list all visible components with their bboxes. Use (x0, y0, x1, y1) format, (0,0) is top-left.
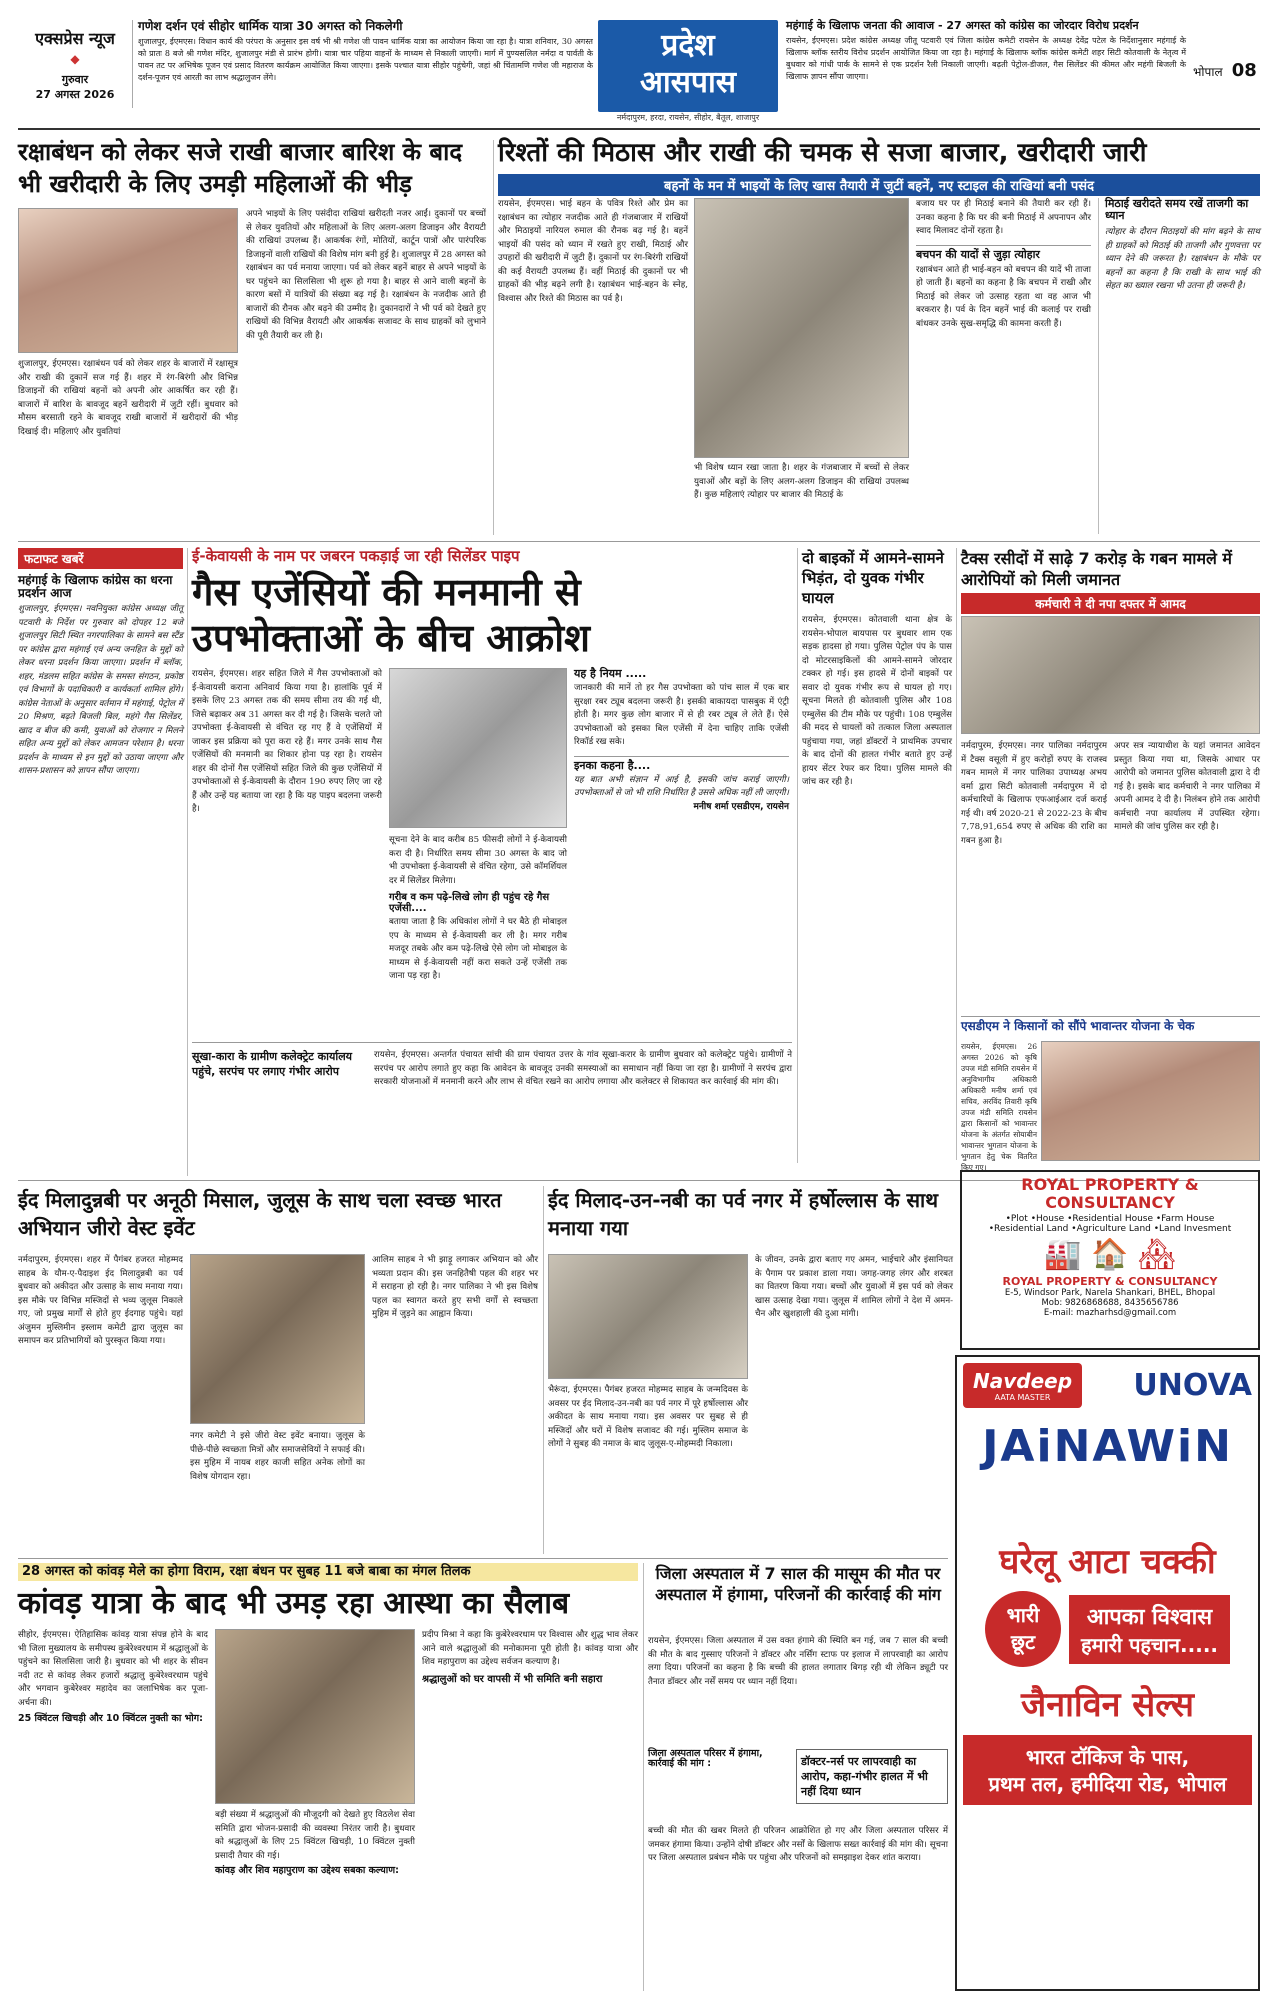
story-gas-agencies-col1: रायसेन, ईएमएस। शहर सहित जिले में गैस उपभोक्ताओं को ई-केवायसी कराना अनिवार्य किया गया है। हालांकि पूर्व में इसके लिए 23 अगस्त तक की समय सीमा तय की गई थी, जिसे बढ़ाकर अब 31 अगस्त कर दी गई है। जिसके चलते जो उपभोक्ता ई-केवायसी से वंचित रह गए हैं वे एजेंसियों में जाकर इस प्रक्रिया को पूरा करा रहे हैं। मगर उनके साथ गैस एजेंसियों की मनमानी का शिकार होना पड़ रहा है। रायसेन शहर की दोनों गैस एजेंसियों सहित जिले की कुछ एजेंसियों में उपभोक्ताओं से ई-केवायसी के दौरान 190 रुपए लिए जा रहे हैं और उन्हें यह बताया जा रहा है कि यह पाइप बदलना जरूरी है। (192, 669, 382, 814)
story-bhavantar-cheques (961, 1016, 1260, 1172)
brief-title: महंगाई के खिलाफ कांग्रेस का धरना प्रदर्शन आज (18, 573, 173, 601)
story-gas-agencies (192, 548, 792, 1036)
story-eid-zero-waste-col3: नगर कमेटी ने इसे जीरो वेस्ट इवेंट बनाया। जुलूस के पीछे-पीछे स्वच्छता मित्रों और समाजसेवियों ने सफाई की। इस मुहिम में नायब शहर काजी सहित अनेक लोगों का विशेष योगदान रहा। (190, 1431, 365, 1482)
story-gas-agencies-kicker: ई-केवायसी के नाम पर जबरन पकड़ाई जा रही सिलेंडर पाइप (192, 547, 520, 565)
story-gas-agencies-headline: गैस एजेंसियों की मनमानी से उपभोक्ताओं के बीच आक्रोश (192, 569, 590, 660)
story-eid-milad-col2: के जीवन, उनके द्वारा बताए गए अमन, भाईचारे और इंसानियत के पैगाम पर प्रकाश डाला गया। जगह-जगह लंगर और शरबत का वितरण किया गया। बच्चों और युवाओं में इस पर्व को लेकर खास उत्साह देखा गया। जुलूस में शामिल लोगों ने देश में अमन-चैन और खुशहाली की दुआ मांगी। (755, 1255, 953, 1319)
story-hospital-col1: रायसेन, ईएमएस। जिला अस्पताल में उस वक्त हंगामे की स्थिति बन गई, जब 7 साल की बच्ची की मौत के बाद गुस्साए परिजनों ने डॉक्टर और नर्सिंग स्टाफ पर इलाज में लापरवाही का आरोप लगा दिया। परिजनों का कहना है कि बच्ची की हालत लगातार बिगड़ रही थी लेकिन ड्यूटी पर तैनात डॉक्टर और नर्सें समय पर ध्यान नहीं दिया। (648, 1636, 948, 1687)
row-divider (18, 541, 1260, 542)
story-bike-accident-headline: दो बाइकों में आमने-सामने भिड़ंत, दो युवक गंभीर घायल (802, 549, 944, 607)
masthead-rule (18, 128, 1260, 130)
story-kanwar-photo (215, 1629, 415, 1804)
story-eid-milad-col1: भैरूंदा, ईएमएस। पैगंबर हजरत मोहम्मद साहब के जन्मदिवस के अवसर पर ईद मिलाद-उन-नबी का पर्व नगर में पूरे हर्षोल्लास और अकीदत के साथ मनाया गया। इस अवसर पर सुबह से ही मस्जिदों और घरों में विशेष सजावट की गई। मुस्लिम समाज के लोगों ने सुबह की नमाज के बाद जुलूस-ए-मोहम्मदी निकाला। (548, 1385, 748, 1449)
brand-block (18, 20, 133, 108)
story-rishton-mithas-subhead: बहनों के मन में भाइयों के लिए खास तैयारी में जुटीं बहनें, नए स्टाइल की राखियां बनी पसंद (498, 174, 1260, 196)
city-name: भोपाल (1193, 65, 1223, 79)
story-kanwar-col2: प्रदीप मिश्रा ने कहा कि कुबेरेश्वरधाम पर विश्वास और शुद्ध भाव लेकर आने वाले श्रद्धालुओं की मनोकामना पूरी होती है। कांवड़ यात्रा और शिव महापुराण का उद्देश्य सर्वजन कल्याण है। (422, 1630, 638, 1667)
left-top-brief-title: गणेश दर्शन एवं सीहोर धार्मिक यात्रा 30 अगस्त को निकलेगी (138, 19, 403, 33)
story-gas-agencies-col2: सूचना देने के बाद करीब 85 फीसदी लोगों ने ई-केवायसी करा दी है। निर्धारित समय सीमा 30 अगस्त के बाद जो भी उपभोक्ता ई-केवायसी से वंचित रहेगा, उसे कॉमर्शियल दर में सिलेंडर मिलेगा। (389, 835, 567, 886)
ad-address1: भारत टॉकिज के पास, (1025, 1744, 1190, 1769)
issue-date: 27 अगस्त 2026 (35, 87, 115, 101)
ad-navdeep-sub: AATA MASTER (994, 1393, 1051, 1402)
ad-jainawin-title: घरेलू आटा चक्की (999, 1542, 1216, 1582)
ad-navdeep-logo (963, 1363, 1082, 1408)
story-kanwar-sub3: कांवड़ और शिव महापुराण का उद्देश्य सबका कल्याण: (215, 1865, 399, 1876)
ad-royal-address: E-5, Windsor Park, Narela Shankari, BHEL, Bhopal (1004, 1288, 1216, 1299)
story-gas-agencies-sub1-text: बताया जाता है कि अधिकांश लोगों ने घर बैठे ही मोबाइल एप के माध्यम से ई-केवायसी कर ली है। मगर गरीब मजदूर तबके और कम पढ़े-लिखे ऐसे लोग जो मोबाइल के माध्यम से ई-केवायसी नहीं करा सकते उन्हें एजेंसी तक जाना पड़ रहा है। (389, 917, 567, 981)
story-rishton-mithas-col2: भी विशेष ध्यान रखा जाता है। शहर के गंजबाजार में बच्चों से लेकर युवाओं और बड़ों के लिए अलग-अलग डिजाइन की राखियां उपलब्ध हैं। कुछ महिलाएं त्योहार पर बाजार की मिठाई के (694, 463, 909, 500)
brief-tag: फटाफट खबरें (18, 548, 183, 569)
col-divider (956, 548, 957, 1160)
story-sukha-kara (192, 1042, 792, 1162)
row-divider (18, 1558, 948, 1559)
ad-tagline2: हमारी पहचान..... (1080, 1632, 1219, 1657)
section-banner (598, 20, 778, 112)
sweets-sidebar-title: मिठाई खरीदते समय रखें ताजगी का ध्यान (1105, 197, 1249, 223)
ad-tagline1: आपका विश्वास (1086, 1604, 1213, 1630)
story-hospital-sub: जिला अस्पताल परिसर में हंगामा, कार्रवाई की मांग : (648, 1748, 763, 1770)
story-gas-agencies-col3: जानकारी की मानें तो हर गैस उपभोक्ता को पांच साल में एक बार सुरक्षा रबर ट्यूब बदलना जरूरी है। इसकी बाकायदा पासबुक में एंट्री होती है। मगर कुछ लोग बाजार में से ही रबर ट्यूब ले लेते हैं। ऐसे उपभोक्ताओं को इसका बिल एजेंसी में देना चाहिए ताकि एजेंसी रिकॉर्ड रख सके। (574, 683, 789, 748)
story-tax-embezzlement-photo (961, 616, 1260, 734)
col-divider (643, 1563, 644, 1991)
childhood-box-text: रक्षाबंधन आते ही भाई-बहन को बचपन की यादें भी ताजा हो जाती हैं। बहनों का कहना है कि बचपन में राखी और मिठाई को लेकर जो उत्साह रहता था वह आज भी बरकरार है। पर्व के दिन बहनें भाई की कलाई पर राखी बांधकर उनके सुख-समृद्धि की कामना करती हैं। (916, 264, 1091, 329)
story-rishton-mithas-photo (694, 198, 909, 458)
story-raksha-bazaar (18, 136, 488, 536)
story-eid-zero-waste-photo (190, 1254, 365, 1424)
story-kanwar-sub2: श्रद्धालुओं को घर वापसी में भी समिति बनी सहारा (422, 1673, 603, 1685)
story-eid-zero-waste (18, 1186, 538, 1554)
story-raksha-bazaar-col1: शुजालपुर, ईएमएस। रक्षाबंधन पर्व को लेकर शहर के बाजारों में रक्षासूत्र और राखी की दुकानें सज गई हैं। शहर में रंग-बिरंगी और विभिन्न डिजाइनों की राखियां बहनों को अपनी ओर आकर्षित कर रही हैं। बाजारों में बारिश के बावजूद बहनें खरीदारी में जुटी रहीं। बुधवार को मौसम बरसाती रहने के बावजूद राखी बाजारों में खरीदारों की भीड़ दिखाई दी। महिलाएं और युवतियां (18, 359, 238, 437)
ad-address2: प्रथम तल, हमीदिया रोड, भोपाल (988, 1771, 1227, 1796)
story-bhavantar-headline: एसडीएम ने किसानों को सौंपे भावान्तर योजना के चेक (961, 1019, 1195, 1033)
brand-name: एक्सप्रेस न्यूज (35, 29, 115, 48)
story-hospital-death (648, 1563, 948, 1991)
story-rishton-mithas-col3-wrap (916, 198, 1091, 534)
right-top-brief-title: महंगाई के खिलाफ जनता की आवाज - 27 अगस्त को कांग्रेस का जोरदार विरोध प्रदर्शन (786, 19, 1139, 32)
story-rishton-mithas-col3: बजाय घर पर ही मिठाई बनाने की तैयारी कर रही हैं। उनका कहना है कि घर की बनी मिठाई में अपनापन और स्वाद मिलावट दोनों रहता है। (916, 199, 1091, 236)
col-divider (797, 548, 798, 1163)
ad-royal-line2: •Residential Land •Agriculture Land •Land Invesment (988, 1224, 1232, 1235)
story-bhavantar-photo (1041, 1041, 1260, 1161)
story-sukha-kara-text: रायसेन, ईएमएस। अन्तर्गत पंचायत सांची की ग्राम पंचायत उत्तर के गांव सूखा-करार के ग्रामीण बुधवार को कलेक्ट्रेट पहुंचे। ग्रामीणों ने सरपंच पर आरोप लगाते हुए कहा कि आवेदन के बावजूद उनकी समस्याओं का समाधान नहीं किया जा रहा है। ग्रामीणों ने सरपंच द्वारा सरकारी योजनाओं में मनमानी करने और लाभ से वंचित रखने का आरोप लगाया और कलेक्टर से शिकायत कर कार्रवाई की मांग की। (374, 1050, 792, 1087)
story-gas-agencies-col3-wrap (574, 668, 789, 1033)
story-tax-embezzlement-subhead: कर्मचारी ने दी नपा दफ्तर में आमद (961, 593, 1260, 614)
story-eid-milad-headline: ईद मिलाद-उन-नबी का पर्व नगर में हर्षोल्लास के साथ मनाया गया (548, 1188, 939, 1240)
section-title-line1: प्रदेश (661, 28, 715, 63)
ad-unova-logo: UNOVA (1133, 1368, 1252, 1403)
story-tax-embezzlement-headline: टैक्स रसीदों में साढ़े 7 करोड़ के गबन मामले में आरोपियों को मिली जमानत (961, 549, 1232, 589)
story-kanwar-col2b: बड़ी संख्या में श्रद्धालुओं की मौजूदगी को देखते हुए विठलेश सेवा समिति द्वारा भोजन-प्रसादी की व्यवस्था निरंतर जारी है। बुधवार को श्रद्धालुओं के लिए 25 क्विंटल खिचड़ी, 10 क्विंटल नुक्ती प्रसादी तैयार की गई। (215, 1810, 415, 1861)
left-top-brief (138, 20, 593, 122)
building-icon: 🏭 🏠 🏘 (1044, 1237, 1176, 1273)
districts-strip: नर्मदापुरम, हरदा, रायसेन, सीहोर, बैतूल, शाजापुर (616, 113, 760, 122)
page-number: 08 (1231, 60, 1257, 81)
story-hospital-box: डॉक्टर-नर्स पर लापरवाही का आरोप, कहा-गंभीर हालत में भी नहीं दिया ध्यान (796, 1749, 948, 1804)
col-divider (493, 140, 494, 535)
issue-day: गुरुवार (61, 72, 89, 86)
story-rishton-mithas-col1: रायसेन, ईएमएस। भाई बहन के पवित्र रिश्ते और प्रेम का रक्षाबंधन का त्योहार नजदीक आते ही गंजबाजार में राखियों और मिठाइयों नारियल रुमाल की रौनक बढ़ गई है। बहनें भाइयों की पसंद को ध्यान में रखते हुए राखी, मिठाई और उपहारों की खरीदारी में जुटी हैं। दुकानों पर रंग-बिरंगी राखियों की कई वैरायटी उपलब्ध हैं। वहीं मिठाई की दुकानों पर भी ग्राहकों की भीड़ बढ़ने लगी है। रक्षाबंधन भाई-बहन के स्नेह, विश्वास और रिश्ते की मिठास का पर्व है। (498, 199, 688, 304)
story-gas-agencies-quote-title: इनका कहना है.... (574, 756, 789, 772)
sweets-sidebar (1098, 198, 1260, 534)
section-title-line2: आसपास (639, 65, 737, 100)
col-divider (543, 1186, 544, 1554)
brief-text: शुजालपुर, ईएमएस। नवनियुक्त कांग्रेस अध्यक्ष जीतू पटवारी के निर्देश पर गुरुवार को दोपहर 12 बजे शुजालपुर सिटी स्थित नगरपालिका के सामने बस स्टैंड पर कांग्रेस द्वारा महंगाई एवं अन्य जनहित के मुद्दों को लेकर धरना प्रदर्शन किया जाएगा। प्रदर्शन में ब्लॉक, शहर, मंडलम सहित कांग्रेस के समस्त संगठन, प्रकोष्ठ एवं विभागों के पदाधिकारी व कार्यकर्ता शामिल होंगे। कांग्रेस नेताओं के अनुसार वर्तमान में महंगाई, पेट्रोल में 20 मिश्रण, बढ़ते बिजली बिल, महंगे गैस सिलेंडर, खाद व बीज की कमी, युवाओं को रोजगार न मिलने सहित अन्य मुद्दों को लेकर आमजन परेशान है। धरना प्रदर्शन के माध्यम से इन मुद्दों को उठाया जाएगा और शासन-प्रशासन को ज्ञापन सौंपा जाएगा। (18, 604, 183, 777)
diamond-icon: ◆ (70, 51, 80, 66)
story-hospital-headline: जिला अस्पताल में 7 साल की मासूम की मौत पर अस्पताल में हंगामा, परिजनों की कार्रवाई की मांग (655, 1564, 941, 1604)
ad-royal-line1: •Plot •House •Residential House •Farm House (1005, 1214, 1215, 1225)
ad-royal-name: ROYAL PROPERTY & CONSULTANCY (1002, 1275, 1218, 1289)
col-divider (187, 548, 188, 1176)
ad-royal-property (960, 1170, 1260, 1350)
ad-royal-email: E-mail: mazharhsd@gmail.com (1043, 1308, 1177, 1319)
story-kanwar-headline: कांवड़ यात्रा के बाद भी उमड़ रहा आस्था का सैलाब (18, 1586, 570, 1622)
masthead (18, 20, 1260, 126)
story-kanwar-col2-wrap (215, 1809, 415, 1989)
ad-royal-title: ROYAL PROPERTY & CONSULTANCY (1021, 1175, 1199, 1212)
story-gas-agencies-sub2: यह है नियम ..... (574, 667, 647, 680)
sweets-sidebar-text: त्योहार के दौरान मिठाइयों की मांग बढ़ने के साथ ही ग्राहकों को मिठाई की ताजगी और गुणवत्ता पर ध्यान देने की जरूरत है। रक्षाबंधन के मौके पर बहनों का कहना है कि राखी के साथ भाई की सेहत का ख्याल रखना भी उतना ही जरूरी है। (1105, 227, 1260, 292)
story-eid-zero-waste-col1: नर्मदापुरम, ईएमएस। शहर में पैगंबर हजरत मोहम्मद साहब के यौम-ए-पैदाइश ईद मिलादुन्नबी का पर्व बुधवार को अकीदत और उत्साह के साथ मनाया गया। इस मौके पर विभिन्न मस्जिदों से भव्य जुलूस निकाले गए, जो प्रमुख मार्गों से होते हुए ईदगाह पहुंचे। यहां अंजुमन मुस्लिमीन इस्लाम कमेटी द्वारा जुलूस का समापन कर प्रतिभागियों को पुरस्कृत किया गया। (18, 1255, 183, 1346)
story-gas-agencies-photo (389, 668, 567, 828)
story-gas-agencies-sub1: गरीब व कम पढ़े-लिखे लोग ही पहुंच रहे गैस एजेंसी.... (389, 892, 550, 914)
story-eid-milad (548, 1186, 953, 1554)
right-top-brief-text: रायसेन, ईएमएस। प्रदेश कांग्रेस अध्यक्ष जीतू पटवारी एवं जिला कांग्रेस कमेटी रायसेन के अध्यक्ष देवेंद्र पटेल के निर्देशानुसार महंगाई के खिलाफ ब्लॉक स्तरीय विरोध प्रदर्शन आयोजित किया जा रहा है। महंगाई के खिलाफ ब्लॉक कांग्रेस कमेटी शहर सिटी कोतवाली के नेतृत्व में बुधवार को गांधी पार्क के सामने से एक प्रदर्शन रैली निकाली जाएगी। बढ़ती पेट्रोल-डीजल, गैस सिलेंडर की कीमत और महंगी बिजली के खिलाफ ज्ञापन सौंपा जाएगा। (786, 36, 1186, 82)
ad-navdeep-brand: Navdeep (973, 1369, 1073, 1393)
story-rishton-mithas-headline: रिश्तों की मिठास और राखी की चमक से सजा बाजार, खरीदारी जारी (498, 138, 1147, 168)
story-kanwar-kicker: 28 अगस्त को कांवड़ मेले का होगा विराम, रक्षा बंधन पर सुबह 11 बजे बाबा का मंगल तिलक (18, 1563, 638, 1581)
brief-column (18, 548, 183, 1178)
story-bhavantar-text: रायसेन, ईएमएस। 26 अगस्त 2026 को कृषि उपज मंडी समिति रायसेन में अनुविभागीय अधिकारी अधिकारी मनीष शर्मा एवं सचिव, अरविंद तिवारी कृषि उपज मंडी समिति रायसेन द्वारा किसानों को भावान्तर योजना के अंतर्गत सोयाबीन भावान्तर भुगतान योजना के भुगतान हेतु चेक वितरित किए गए। (961, 1042, 1037, 1172)
story-kanwar-col1-wrap (18, 1629, 208, 1989)
story-eid-zero-waste-col2: आलिम साहब ने भी झाड़ू लगाकर अभियान को और भव्यता प्रदान की। इस जनहितैषी पहल की शहर भर में सराहना हो रही है। नगर पालिका ने भी इस विशेष पहल का स्वागत करते हुए सभी वर्गों से स्वच्छता मुहिम में जुड़ने का आह्वान किया। (372, 1255, 538, 1319)
right-top-brief (786, 20, 1186, 122)
story-gas-agencies-quote-by: मनीष शर्मा एसडीएम, रायसेन (693, 801, 789, 812)
story-gas-agencies-col2-wrap (389, 834, 567, 1034)
story-eid-milad-photo (548, 1254, 748, 1379)
story-kanwar-sub1: 25 क्विंटल खिचड़ी और 10 क्विंटल नुक्ती का भोग: (18, 1713, 203, 1724)
story-raksha-bazaar-photo (18, 208, 238, 353)
story-raksha-bazaar-col2: अपने भाइयों के लिए पसंदीदा राखियां खरीदती नजर आईं। दुकानों पर बच्चों से लेकर युवतियों और महिलाओं के लिए अलग-अलग डिजाइन और वैरायटी की राखियां उपलब्ध हैं। आकर्षक रंगों, मोतियों, कार्टून पात्रों और पारंपरिक डिजाइनों वाली राखियों की विशेष मांग बनी हुई है। शुजालपुर में 28 अगस्त को रक्षाबंधन का पर्व मनाया जाएगा। पर्व को लेकर बहनें बाहर से अपने भाइयों के घर पहुंचने का सिलसिला भी शुरू हो गया है। बाहर से आने वाली बहनों के कारण बसों में यात्रियों की संख्या बढ़ गई है। रक्षाबंधन के नजदीक आते ही बाजारों की रौनक और बढ़ने की उम्मीद है। दुकानदारों ने भी पर्व को देखते हुए राखियों की विभिन्न वैरायटी और आकर्षक सजावट के साथ ग्राहकों को लुभाने की पूरी तैयारी कर ली है। (246, 209, 486, 341)
ad-jainawin-logo: JAiNAWiN (982, 1421, 1233, 1472)
left-top-brief-text: शुजालपुर, ईएमएस। विधान कार्य की परंपरा के अनुसार इस वर्ष भी श्री गणेश जी पावन धार्मिक यात्रा का आयोजन किया जा रहा है। यात्रा शनिवार, 30 अगस्त को प्रातः 8 बजे श्री गणेश मंदिर, शुजालपुर मंडी से प्रारंभ होगी। यात्रा चार पहिया वाहनों के माध्यम से निकाली जाएगी। मार्ग में पुण्यसलिल नर्मदा व पार्वती के पावन तट पर अभिषेक पूजन एवं प्रसाद वितरण कार्यक्रम आयोजित किया जाएगा। इसके पश्चात यात्रा सीहोर पहुंचेगी, जहां श्री चिंतामणि गणेश जी महाराज के दर्शन-पूजन एवं आरती का लाभ श्रद्धालुजन लेंगे। (138, 37, 593, 83)
story-tax-embezzlement-col2: अपर सत्र न्यायाधीश के यहां जमानत आवेदन प्रस्तुत किया गया था, जिसके आधार पर आरोपी को जमानत पुलिस कोतवाली द्वारा दे दी गई है। इसके बाद कर्मचारी ने नगर पालिका में अपनी आमद दे दी है। निलंबन होने तक आरोपी कर्मचारी नपा कार्यालय में उपस्थित रहेगा। मामले की जांच पुलिस कर रही है। (1114, 741, 1260, 832)
page-folio (1193, 60, 1260, 90)
story-sukha-kara-title: सूखा-कारा के ग्रामीण कलेक्ट्रेट कार्यालय पहुंचे, सरपंच पर लगाए गंभीर आरोप (192, 1050, 353, 1078)
ad-offer-badge (985, 1591, 1061, 1667)
story-hospital-col1b: बच्ची की मौत की खबर मिलते ही परिजन आक्रोशित हो गए और जिला अस्पताल परिसर में जमकर हंगामा किया। उन्होंने दोषी डॉक्टर और नर्सों के खिलाफ सख्त कार्रवाई की मांग की। सूचना पर जिला अस्पताल प्रबंधन मौके पर पहुंचा और परिजनों को समझाइश देकर शांत कराया। (648, 1826, 948, 1863)
story-eid-zero-waste-headline: ईद मिलादुन्नबी पर अनूठी मिसाल, जुलूस के साथ चला स्वच्छ भारत अभियान जीरो वेस्ट इवेंट (18, 1188, 502, 1240)
ad-shop-name: जैनाविन सेल्स (1020, 1685, 1195, 1726)
story-bike-accident-text: रायसेन, ईएमएस। कोतवाली थाना क्षेत्र के रायसेन-भोपाल बायपास पर बुधवार शाम एक सड़क हादसा हो गया। पुलिस पेट्रोल पंप के पास दो मोटरसाइकिलों की आमने-सामने जोरदार टक्कर हो गई। इस हादसे में दोनों बाइकों पर सवार दो युवक गंभीर रूप से घायल हो गए। सूचना मिलते ही कोतवाली पुलिस और 108 एम्बुलेंस की टीम मौके पर पहुंची। 108 एम्बुलेंस की मदद से घायलों को तत्काल जिला अस्पताल पहुंचाया गया, जहां डॉक्टरों ने प्राथमिक उपचार के बाद दोनों की हालत गंभीर बताते हुए उन्हें हायर सेंटर रेफर कर दिया। पुलिस मामले की जांच कर रही है। (802, 615, 952, 787)
ad-royal-mobile: Mob: 9826868688, 8435656786 (1041, 1298, 1179, 1309)
story-rishton-mithas (498, 136, 1260, 536)
story-kanwar-col3-wrap (422, 1629, 638, 1989)
story-raksha-bazaar-headline: रक्षाबंधन को लेकर सजे राखी बाजार बारिश के बाद भी खरीदारी के लिए उमड़ी महिलाओं की भीड़ (18, 138, 463, 198)
story-bike-accident (802, 548, 952, 1160)
story-tax-embezzlement-col1: नर्मदापुरम, ईएमएस। नगर पालिका नर्मदापुरम में टैक्स वसूली में हुए करोड़ों रुपए के राजस्व गबन मामले में नगर पालिका उपाध्यक्ष अभय वर्मा द्वारा सिटी कोतवाली नर्मदापुरम में दो कर्मचारियों के खिलाफ एफआईआर दर्ज कराई गई थी। वर्ष 2020-21 से 2022-23 के बीच 7,78,91,654 रुपए से अधिक की राशि का गबन हुआ है। (961, 741, 1107, 846)
story-tax-embezzlement (961, 548, 1260, 1010)
childhood-box-title: बचपन की यादों से जुड़ा त्योहार (916, 245, 1091, 261)
story-gas-agencies-quote: यह बात अभी संज्ञान में आई है, इसकी जांच कराई जाएगी। उपभोक्ताओं से जो भी राशि निर्धारित है उससे अधिक नहीं ली जाएगी। (574, 774, 789, 799)
story-kanwar-yatra (18, 1563, 638, 1991)
ad-offer-line2: छूट (1010, 1630, 1036, 1655)
ad-jainawin (955, 1355, 1260, 1991)
ad-offer-line1: भारी (1006, 1603, 1040, 1628)
story-kanwar-col1: सीहोर, ईएमएस। ऐतिहासिक कांवड़ यात्रा संपन्न होने के बाद भी जिला मुख्यालय के समीपस्थ कुबेरेश्वरधाम में श्रद्धालुओं के पहुंचने का सिलसिला जारी है। बुधवार को भी शहर के सीवन नदी तट से कांवड़ लेकर हजारों श्रद्धालु कुबेरेश्वरधाम पहुंचे और भगवान कुबेरेश्वर महादेव का जलाभिषेक कर पूजा-अर्चना की। (18, 1630, 208, 1708)
